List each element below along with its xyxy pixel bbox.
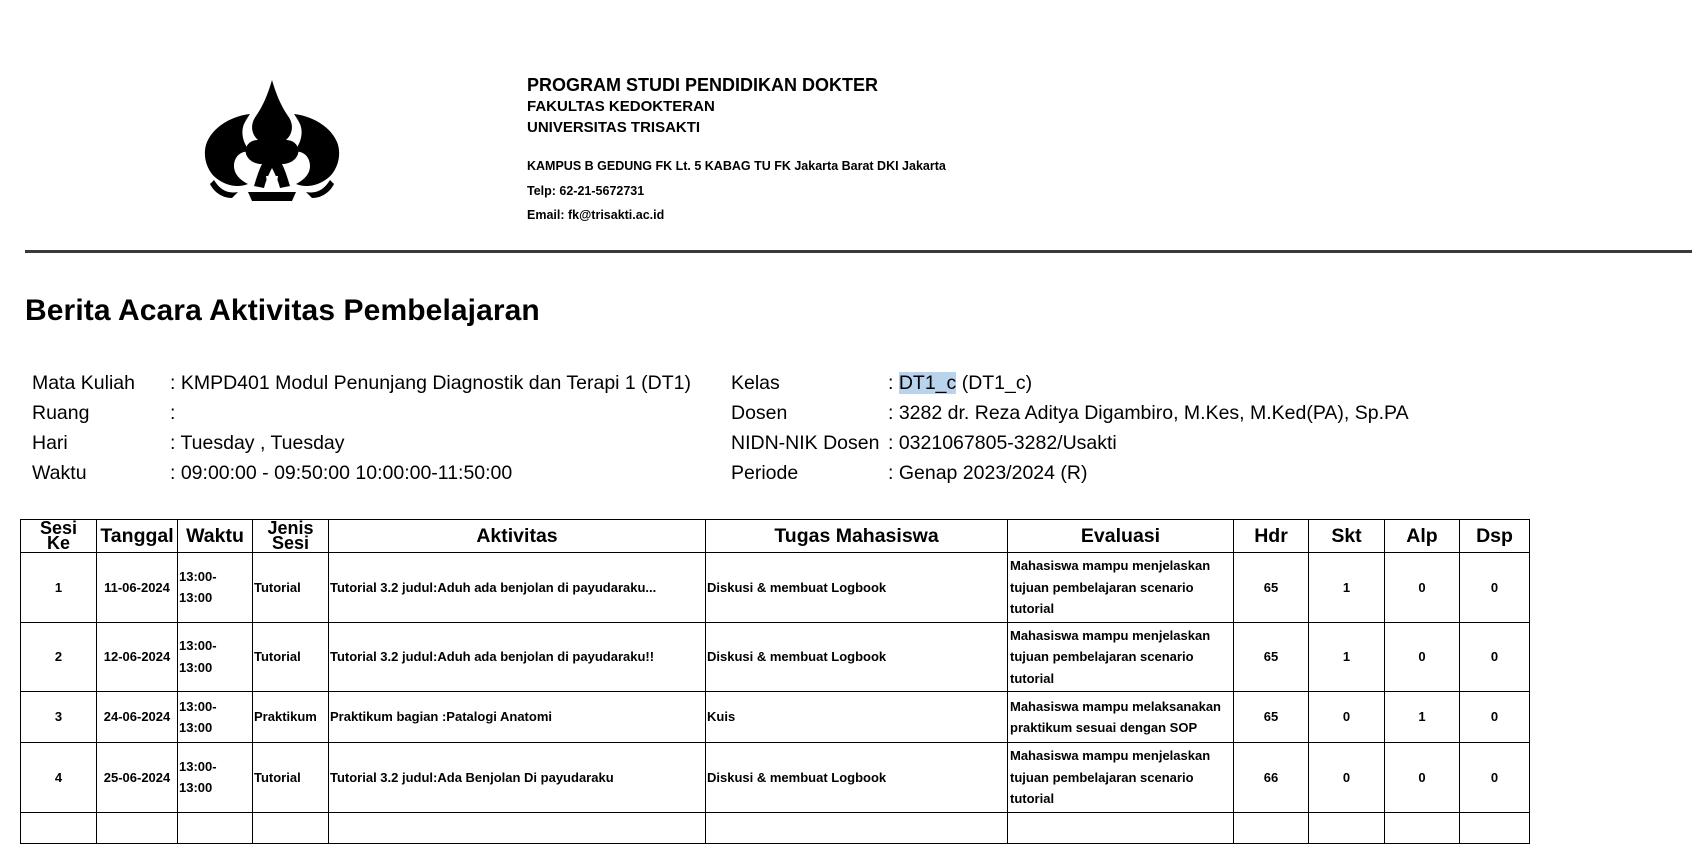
cell-tugas: Diskusi & membuat Logbook (706, 553, 1008, 623)
nidn-label: NIDN-NIK Dosen (731, 432, 880, 454)
hari-value: : Tuesday , Tuesday (170, 432, 345, 454)
cell-tugas: Diskusi & membuat Logbook (706, 743, 1008, 813)
kelas-label: Kelas (731, 372, 780, 394)
email: Email: fk@trisakti.ac.id (527, 208, 665, 222)
cell-tugas: Diskusi & membuat Logbook (706, 622, 1008, 692)
waktu-label: Waktu (32, 462, 87, 484)
cell-sesi: 1 (21, 553, 97, 623)
periode-label: Periode (731, 462, 799, 484)
cell-hdr: 66 (1234, 743, 1309, 813)
cell-alp: 0 (1385, 743, 1460, 813)
cell-jenis: Tutorial (253, 553, 329, 623)
hari-label: Hari (32, 432, 68, 454)
cell-evaluasi: Mahasiswa mampu menjelaskan tujuan pembelajaran scenario tutorial (1008, 743, 1234, 813)
table-row (21, 743, 1530, 813)
col-sesi-ke: Sesi Ke (21, 520, 97, 553)
cell-dsp: 0 (1460, 743, 1530, 813)
kelas-selected-text[interactable]: DT1_c (898, 372, 957, 394)
dosen-value: : 3282 dr. Reza Aditya Digambiro, M.Kes, M.Ked(PA), Sp.PA (888, 402, 1409, 424)
cell-skt: 1 (1309, 622, 1385, 692)
cell-alp: 0 (1385, 553, 1460, 623)
col-hdr: Hdr (1234, 520, 1309, 553)
cell-jenis: Tutorial (253, 743, 329, 813)
periode-value: : Genap 2023/2024 (R) (888, 462, 1088, 484)
cell-sesi: 3 (21, 692, 97, 743)
col-tugas: Tugas Mahasiswa (706, 520, 1008, 553)
cell-tanggal: 12-06-2024 (97, 622, 178, 692)
institution-header (527, 74, 946, 228)
cell-tanggal: 11-06-2024 (97, 553, 178, 623)
page-title: Berita Acara Aktivitas Pembelajaran (25, 294, 540, 327)
cell-skt: 0 (1309, 692, 1385, 743)
cell-tanggal: 25-06-2024 (97, 743, 178, 813)
col-alp: Alp (1385, 520, 1460, 553)
table-row (21, 692, 1530, 743)
table-row (21, 553, 1530, 623)
cell-tanggal: 24-06-2024 (97, 692, 178, 743)
cell-aktivitas: Tutorial 3.2 judul:Aduh ada benjolan di payudaraku!! (329, 622, 706, 692)
waktu-value: : 09:00:00 - 09:50:00 10:00:00-11:50:00 (170, 462, 513, 484)
header-divider (25, 250, 1692, 253)
col-dsp: Dsp (1460, 520, 1530, 553)
cell-evaluasi: Mahasiswa mampu menjelaskan tujuan pembelajaran scenario tutorial (1008, 622, 1234, 692)
col-tanggal: Tanggal (97, 520, 178, 553)
kelas-value: : DT1_c (DT1_c) (888, 372, 1033, 394)
cell-sesi: 4 (21, 743, 97, 813)
cell-evaluasi: Mahasiswa mampu melaksanakan praktikum sesuai dengan SOP (1008, 692, 1234, 743)
cell-waktu: 13:00- 13:00 (178, 553, 253, 623)
cell-skt: 1 (1309, 553, 1385, 623)
mata-kuliah-value: : KMPD401 Modul Penunjang Diagnostik dan Terapi 1 (DT1) (170, 372, 692, 394)
col-aktivitas: Aktivitas (329, 520, 706, 553)
cell-aktivitas: Tutorial 3.2 judul:Ada Benjolan Di payudaraku (329, 743, 706, 813)
cell-hdr: 65 (1234, 622, 1309, 692)
table-row (21, 622, 1530, 692)
cell-tugas: Kuis (706, 692, 1008, 743)
nidn-value: : 0321067805-3282/Usakti (888, 432, 1117, 454)
cell-waktu: 13:00- 13:00 (178, 622, 253, 692)
cell-skt: 0 (1309, 743, 1385, 813)
cell-sesi: 2 (21, 622, 97, 692)
cell-aktivitas: Praktikum bagian :Patalogi Anatomi (329, 692, 706, 743)
dosen-label: Dosen (731, 402, 788, 424)
cell-jenis: Praktikum (253, 692, 329, 743)
program-name: PROGRAM STUDI PENDIDIKAN DOKTER (527, 75, 879, 95)
mata-kuliah-label: Mata Kuliah (32, 372, 135, 394)
faculty-name: FAKULTAS KEDOKTERAN (527, 98, 715, 115)
cell-waktu: 13:00- 13:00 (178, 743, 253, 813)
col-evaluasi: Evaluasi (1008, 520, 1234, 553)
table-header-row (21, 520, 1530, 553)
cell-dsp: 0 (1460, 692, 1530, 743)
ruang-value: : (170, 402, 176, 424)
cell-dsp: 0 (1460, 553, 1530, 623)
col-jenis-sesi: Jenis Sesi (253, 520, 329, 553)
col-waktu: Waktu (178, 520, 253, 553)
ruang-label: Ruang (32, 402, 90, 424)
address: KAMPUS B GEDUNG FK Lt. 5 KABAG TU FK Jakarta Barat DKI Jakarta (527, 159, 946, 173)
cell-alp: 0 (1385, 622, 1460, 692)
cell-waktu: 13:00- 13:00 (178, 692, 253, 743)
cell-jenis: Tutorial (253, 622, 329, 692)
trisakti-logo (204, 80, 340, 202)
cell-aktivitas: Tutorial 3.2 judul:Aduh ada benjolan di payudaraku... (329, 553, 706, 623)
cell-dsp: 0 (1460, 622, 1530, 692)
university-name: UNIVERSITAS TRISAKTI (527, 119, 701, 136)
phone: Telp: 62-21-5672731 (527, 183, 645, 198)
cell-alp: 1 (1385, 692, 1460, 743)
cell-hdr: 65 (1234, 553, 1309, 623)
cell-evaluasi: Mahasiswa mampu menjelaskan tujuan pembelajaran scenario tutorial (1008, 553, 1234, 623)
activity-table (20, 519, 1530, 844)
col-skt: Skt (1309, 520, 1385, 553)
cell-hdr: 65 (1234, 692, 1309, 743)
